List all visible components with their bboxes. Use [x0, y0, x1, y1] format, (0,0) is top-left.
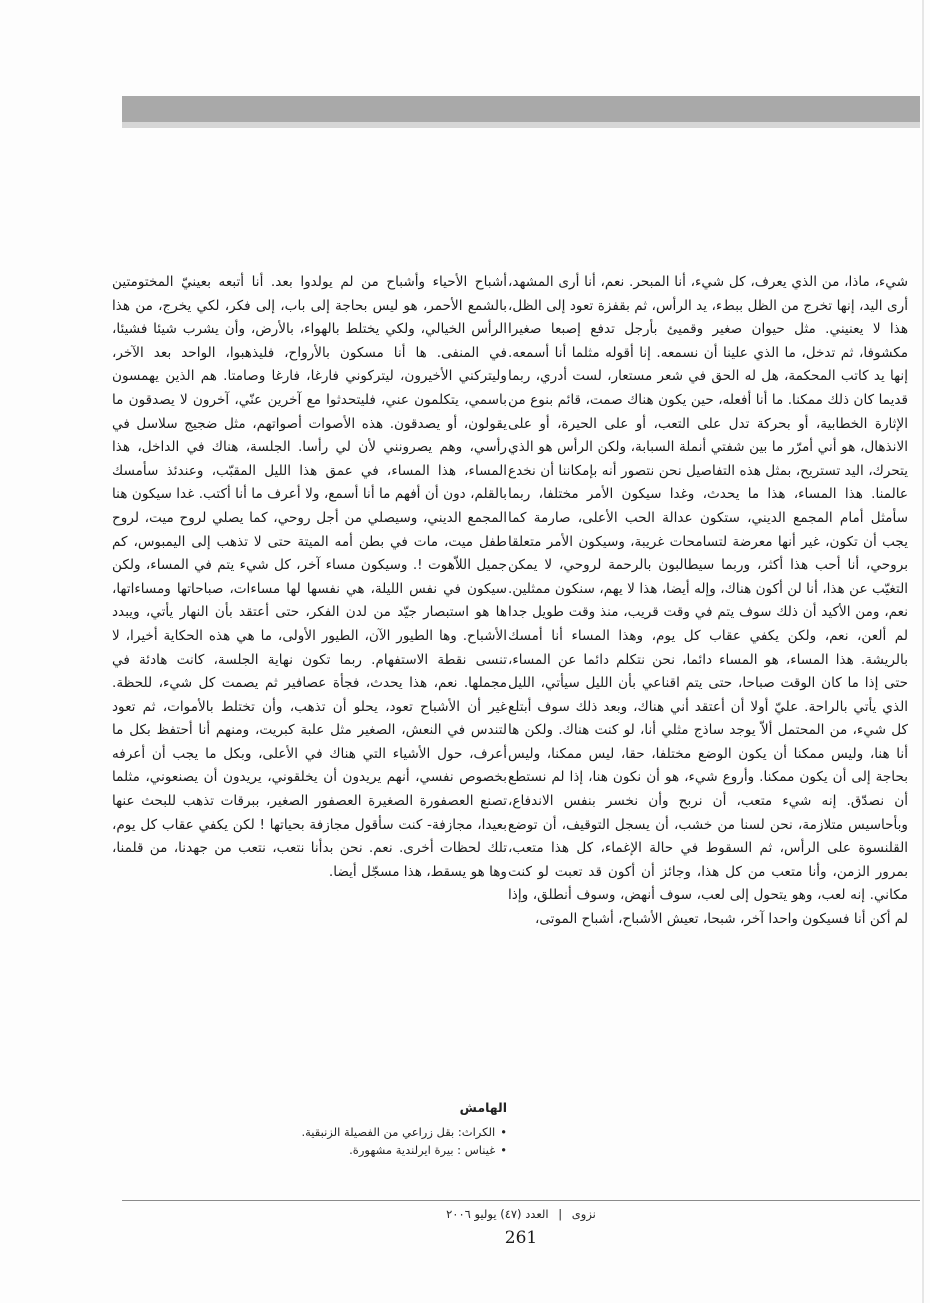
- header-gray-band: [122, 96, 920, 122]
- article-column-right: [508, 271, 908, 932]
- issue-date: العدد (٤٧) يوليو ٢٠٠٦: [446, 1207, 549, 1221]
- footer-separator: |: [558, 1207, 563, 1221]
- article-paragraph-right: شيء، ماذا، من الذي يعرف، كل شيء، أنا المبحر. نعم، أنا أرى المشهد، أرى اليد، إنها تخرج من الظل ببطء، يد الرأس، ثم بقفزة تعود إلى الظل، هذا لا يعنيني. مثل حيوان صغير وقميئ بأرجل تدفع إصبعا صغيرا مكشوفا، ثم تدخل، ما الذي علينا أن نسمعه. إنا أقوله مثلما أنا أسمعه. إنها يد كاتب المحكمة، هل له الحق في شعر مستعار، لست أدري، ربما قديما كان ذلك ممكنا. ما أنا أفعله، حين يكون هناك صمت، قائم بنوع من الإثارة الخطابية، أو بحركة تدل على التعب، أو على الحيرة، أو على الانذهال، هو أني أمرّر ما بين شفتي أنملة السبابة، ولكن الرأس هو الذي يتحرك، اليد تستريح، بمثل هذه التفاصيل نحن نتصور أنه بإمكاننا أن نخدع عالمنا. هذا المساء، هذا ما يحدث، وغدا سيكون الأمر مختلفا، ربما سأمثل أمام المجمع الديني، ستكون عدالة الحب الأعلى، صارمة كما يجب أن تكون، غير أنها معرضة لتسامحات غريبة، وسيكون الأمر متعلقا بروحي، أنا أحب هذا أكثر، وربما سيطالبون بالرحمة لروحي، لا يمكن التغيّب عن هذا، أنا لن أكون هناك، وإله أيضا، هذا لا يهم، سنكون ممثلين. نعم، ومن الأكيد أن ذلك سوف يتم في وقت قريب، منذ وقت طويل جدا لم ألعن، نعم، ولكن يكفي عقاب كل يوم، وهذا المساء أنا أمسك بالريشة. هذا المساء، هو المساء دائما، نحن نتكلم دائما عن المساء، حتى إذا ما كان الوقت صباحا، حتى يتم اقناعي بأن الليل سيأتي، الليل الذي يأتي بالراحة. عليّ أولا أن أعتقد أني هناك، وبعد ذلك سوف أبتلع كل شيء، من المحتمل ألاّ يوجد ساذج مثلي أنا، لو كنت هناك. ولكن ها أنا هنا، وليس ممكنا أن يكون الوضع مختلفا، حقا، ليس ممكنا، وليس بحاجة إلى أن يكون ممكنا. وأروع شيء، هو أن نكون هنا، إذا لم نستطع أن نصدّق. إنه شيء متعب، أن نربح وأن نخسر بنفس الاندفاع، وبأحاسيس متلازمة، نحن لسنا من خشب، أن يسجل التوقيف، أن توضع القلنسوة على الرأس، ثم السقوط في حالة الإغماء، كل هذا متعب، بمرور الزمن، وأنا متعب من كل هذا، وجائز أن أكون قد تعبت لو كنت مكاني. إنه لعب، وهو يتحول إلى لعب، سوف أنهض، وسوف أنطلق، وإذا لم أكن أنا فسيكون واحدا آخر، شبحا، تعيش الأشباح، أشباح الموتى،: [508, 274, 908, 928]
- page-number: 261: [504, 1228, 538, 1248]
- magazine-name: نزوى: [571, 1207, 596, 1221]
- footnote-item: • الكراث: بقل زراعي من الفصيلة الزنبقية.: [112, 1123, 507, 1141]
- article-paragraph-left: أشباح الأحياء وأشباح من لم يولدوا بعد. أنا أتبعه بعينيّ المختومتين بالشمع الأحمر، هو ليس بحاجة إلى باب، إلى فكر، لكي يخرج، من هذا الرأس الخيالي، ولكي يختلط بالهواء، بالأرض، وأن يشرب شيئا فشيئا، في المنفى. ها أنا مسكون بالأرواح، فليذهبوا، الواحد بعد الآخر، وليتركني الأخيرون، ليتركوني فارغا، فارغا وصامتا. هم الذين يهمسون باسمي، يتكلمون عني، فليتحدثوا مع آخرين عنّي، آخرون لا يصدقون ما يقولون، أو يصدقون. هذه الأصوات أصواتهم، مثل ضجيج سلاسل في رأسي، وهم يصرونني لأن لي رأسا. الجلسة، هناك في الداخل، هذا المساء، هذا المساء، في عمق هذا الليل المقبّب، وعندئذ سأمسك بالقلم، دون أن أفهم ما أنا أسمع، ولا أعرف ما أنا أكتب. غدا سيكون هنا المجمع الديني، وسيصلي من أجل روحي، كما يصلي لروح ميت، لروح طفل ميت، مات في بطن أمه الميتة حتى لا تذهب إلى اليمبوس، كم جميل اللاّهوت !. وسيكون مساء آخر، كل شيء يتم في المساء، ولكن سيكون في نفس الليلة، هي نفسها لها مساءات، صباحاتها ومساءاتها، ها هو استبصار جيّد من لدن الفكر، حتى أعتقد بأن النهار يأتي، ويبدد الأشباح. وها الطيور الآن، الطيور الأولى، ما هي هذه الحكاية أخيرا، لا تنسى نقطة الاستفهام. ربما تكون نهاية الجلسة، كانت هادئة في مجملها. نعم، هذا يحدث، فجأة عصافير ثم يصمت كل شيء، للحظة. غير أن الأشباح تعود، يحلو أن تذهب، وأن تختلط بالأموات، ثم تعود لتندس في النعش، الصغير مثل علبة كبريت، ومنهم أنا أحتفظ بكل ما أعرف، حول الأشياء التي هناك في الأعلى، وبكل ما يجب أن أعرفه بخصوص نفسي، أنهم يريدون أن يخلقوني، يريدون أن يصنعوني، مثلما تصنع العصفورة الصغيرة العصفور الصغير، ببرقات تذهب للبحث عنها بعيدا، مجازفة- كنت سأقول مجازفة بحياتها ! لكن يكفي عقاب كل يوم، تلك لحظات أخرى. نعم. نحن بدأنا نتعب، نتعب من جهدنا، من قلمنا، وها هو يسقط، هذا مسجّل أيضا.: [112, 274, 507, 880]
- footer-issue-line: [122, 1207, 920, 1221]
- scan-edge: [922, 0, 924, 1303]
- article-column-left: [112, 271, 507, 884]
- footnote-item: • غيناس : بيرة ايرلندية مشهورة.: [112, 1141, 507, 1159]
- footer-rule: [122, 1200, 920, 1201]
- header-gray-band-shadow: [122, 122, 920, 128]
- footnotes-heading: الهامش: [459, 1100, 507, 1115]
- footnotes-list: [112, 1123, 507, 1159]
- footnotes-section: [112, 1100, 507, 1159]
